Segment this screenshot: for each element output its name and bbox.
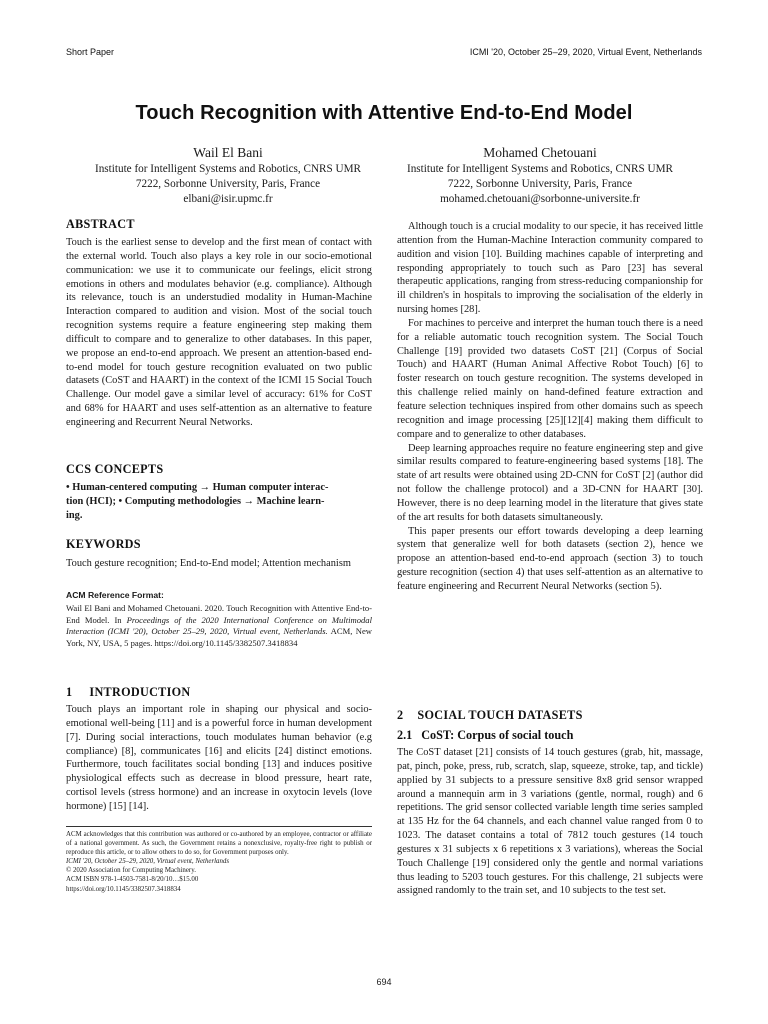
author-affiliation: 7222, Sorbonne University, Paris, France — [135, 177, 321, 190]
conference-line: ICMI '20, October 25–29, 2020, Virtual event, Netherlands — [66, 858, 230, 866]
author-affiliation: 7222, Sorbonne University, Paris, France — [447, 177, 633, 190]
author-email: elbani@isir.upmc.fr — [183, 192, 273, 205]
author-email: mohamed.chetouani@sorbonne-universite.fr — [440, 192, 640, 205]
body-paragraph: Although touch is a crucial modality to our specie, it has received little attention from the Human-Machine Interaction community compared to audition and vision [10]. Building machines capable of interpreting and responding appropriately to touch such as Paro [23] has several therapeutic applications, ranging from stress-reducing companionship for ill children's in hospitals to improving the socialisation of the elderly in nursing homes [28]. — [397, 221, 703, 316]
section-title: SOCIAL TOUCH DATASETS — [417, 708, 583, 722]
footnote-block — [66, 830, 372, 894]
author-name: Wail El Bani — [193, 145, 263, 160]
abstract-text — [66, 236, 372, 430]
running-header-left: Short Paper — [66, 47, 115, 57]
section2-text — [397, 746, 703, 898]
doi-line: https://doi.org/10.1145/3382507.3418834 — [66, 885, 181, 893]
author-name: Mohamed Chetouani — [483, 145, 597, 160]
body-paragraph: The CoST dataset [21] consists of 14 touch gestures (grab, hit, massage, pat, pinch, poke, press, rub, scratch, slap, squeeze, stroke, tap, and tickle) applied by 31 subjects to a pressure sensitive 8x8 grid sensor wrapped around a mannequin arm in 3 variations (gentle, normal, rough) and 6 repetitions. The grid sensor collected variable length time series sampled at 135 Hz for the 64 channels, and each channel value ranged from 0 to 1023. The dataset contains a total of 7812 touch gestures (14 touch gestures x 31 subjects x 6 repetitions x 3 variations), whereas the Social Touch Challenge [19] considered only the gentle and normal variations thus leading to 5203 touch gestures. For this challenge, 21 subjects were assigned randomly to the train set, and 10 subjects to the test set. — [397, 747, 703, 897]
keywords-heading: KEYWORDS — [66, 537, 141, 551]
subsection-number: 2.1 — [397, 728, 413, 742]
body-paragraph: For machines to perceive and interpret the human touch there is a need for a reliable automatic touch recognition system. The Social Touch Challenge [19] provided two datasets CoST [21] (Corpus of Social Touch) and HAART (Human Animal Affective Robot Touch) [6] to foster research on touch gesture recognition. The systems developed in this challenge relied mainly on hand-defined feature extraction and feature selection techniques inspired from other domains such as speech recognition and image processing [25][12][4] making them difficult to compare and to generalize to other databases. — [397, 317, 703, 440]
ccs-line: • Human-centered computing → Human computer interac- — [66, 482, 329, 493]
author-block-1 — [70, 144, 386, 206]
reference-venue: Proceedings of the 2020 International Conference on Multimodal Interaction (ICMI '20), October 25–29, 2020, Virtual event, Netherlands. — [66, 614, 372, 637]
body-paragraph: This paper presents our effort towards developing a deep learning system that generalize well for both datasets (section 2), hence we propose an attention-based end-to-end approach (section 3) to touch gesture recognition (section 4) that uses self-attention as an alternative to feature engineering and Recurrent Neural Networks (section 5). — [397, 525, 703, 592]
reference-format-heading: ACM Reference Format: — [66, 590, 164, 600]
ccs-line: ing. — [66, 509, 83, 521]
copyright-line: © 2020 Association for Computing Machinery. — [66, 867, 196, 875]
section-number: 2 — [397, 708, 404, 722]
paper-title: Touch Recognition with Attentive End-to-End Model — [135, 102, 633, 124]
intro-paragraph: Touch plays an important role in shaping our physical and socio-emotional well-being [11] and is a powerful force in human development [7]. During social interactions, touch modulates human behavior (e.g compliance) [8], communicates [16] and elicits [24] distinct emotions. Furthermore, touch facilitates social bonding [13] and induces positive physiological effects such as decrease in blood pressure, heart rate, cortisol levels (stress hormone) and an increase in oxytocin levels (love hormone) [15] [14]. — [66, 704, 372, 812]
reference-tail: ACM, New York, NY, USA, 5 pages. https://doi.org/10.1145/3382507.3418834 — [66, 626, 372, 649]
author-affiliation: Institute for Intelligent Systems and Robotics, CNRS UMR — [406, 163, 673, 175]
ccs-text — [66, 481, 372, 523]
reference-authors: Wail El Bani and Mohamed Chetouani. 2020. Touch Recognition with Attentive End-to-End Model. In — [66, 603, 372, 625]
section-number: 1 — [66, 685, 73, 699]
isbn-line: ACM ISBN 978-1-4503-7581-8/20/10…$15.00 — [66, 876, 199, 884]
author-block-2 — [382, 144, 698, 206]
section2-heading — [397, 708, 583, 723]
keywords-paragraph: Touch gesture recognition; End-to-End model; Attention mechanism — [66, 558, 351, 569]
abstract-heading: ABSTRACT — [66, 217, 135, 231]
intro-continued — [397, 220, 703, 594]
subsection-heading — [397, 728, 573, 743]
author-affiliation: Institute for Intelligent Systems and Robotics, CNRS UMR — [94, 163, 361, 175]
body-paragraph: Deep learning approaches require no feature engineering step and give similar results compared to feature-engineering based systems [18]. The state of art results were obtained using 2D-CNN for CoST [2] (author did not follow the challenge protocol) and a 3D-CNN for HAART [30]. However, there is no deep learning model in the literature that gives state of the art results for both datasets simultaneously. — [397, 442, 703, 523]
section-title: INTRODUCTION — [89, 685, 191, 699]
subsection-title: CoST: Corpus of social touch — [421, 728, 574, 742]
ccs-heading: CCS CONCEPTS — [66, 462, 164, 476]
ccs-line: tion (HCI); • Computing methodologies → Machine learn- — [66, 495, 325, 507]
intro-heading — [66, 685, 191, 700]
running-header-right: ICMI '20, October 25–29, 2020, Virtual Event, Netherlands — [469, 47, 702, 57]
reference-format-text — [66, 603, 372, 650]
abstract-paragraph: Touch is the earliest sense to develop and the first mean of contact with the external world. Touch also plays a key role in our socio-emotional communication: we use it to communicate our feelings, elicit strong emotions in others and modulates behavior (e.g. compliance). Although its relevance, touch is an understudied modality in Human-Machine Interaction compared to audition and vision. Most of the social touch recognition systems require a feature engineering step making them difficult to compare and to generalize to other databases. In this paper, we propose an end-to-end approach. We present an attention-based end-to-end model for touch gesture recognition evaluated on two public datasets (CoST and HAART) in the context of the ICMI 15 Social Touch Challenge. Our model gave a similar level of accuracy: 61% for CoST and 68% for HAART and uses self-attention as an alternative to feature engineering and Recurrent Neural Networks. — [66, 237, 372, 428]
permission-statement: ACM acknowledges that this contribution was authored or co-authored by an employee, contractor or affiliate of a national government. As such, the Government retains a nonexclusive, royalty-free right to publish or reproduce this article, or to allow others to do so, for Government purposes only. — [66, 831, 372, 857]
intro-text — [66, 703, 372, 814]
keywords-text — [66, 557, 372, 571]
page-number: 694 — [376, 977, 392, 987]
footnote-rule — [66, 826, 372, 827]
